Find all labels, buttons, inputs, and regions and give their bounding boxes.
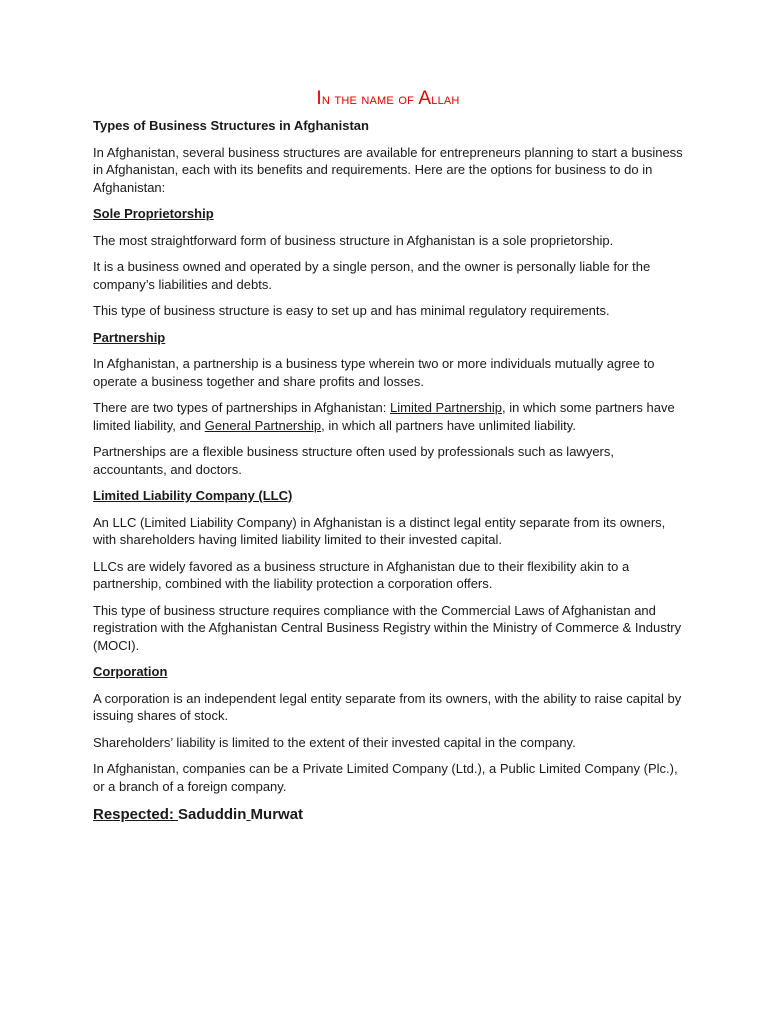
heading-partnership: Partnership [93, 329, 166, 345]
signature-name-last: Murwat [250, 806, 304, 823]
partnership-paragraph-3: Partnerships are a flexible business structure often used by professionals such as lawyers, accountants, and doctors. [93, 444, 614, 477]
corporation-paragraph-2: Shareholders’ liability is limited to the extent of their invested capital in the company. [93, 734, 576, 750]
signature-label: Respected: [93, 806, 179, 823]
partnership-paragraph-1: In Afghanistan, a partnership is a business type wherein two or more individuals mutually agree to operate a business together and share profits and losses. [93, 356, 655, 389]
limited-partnership-link[interactable]: Limited Partnership [390, 400, 503, 415]
sole-paragraph-1: The most straightforward form of business structure in Afghanistan is a sole proprietorship. [93, 232, 614, 248]
page-title [93, 88, 683, 111]
partnership-text-b: , in which some partners have limited liability, and [93, 400, 675, 433]
heading-llc: Limited Liability Company (LLC) [93, 488, 293, 503]
document-subtitle: Types of Business Structures in Afghanistan [93, 118, 369, 133]
signature-name-first: Saduddin [178, 806, 247, 823]
partnership-paragraph-2 [93, 399, 683, 434]
heading-corporation: Corporation [93, 664, 168, 679]
sole-paragraph-3: This type of business structure is easy to set up and has minimal regulatory requirements. [93, 303, 610, 318]
llc-paragraph-3: This type of business structure requires compliance with the Commercial Laws of Afghanistan and registration with the Afghanistan Central Business Registry within the Ministry of Commerce & Industry (MOCI). [93, 602, 682, 653]
document-page [93, 88, 683, 824]
title-part-1: n the name of [321, 91, 419, 108]
general-partnership-link[interactable]: General Partnership [204, 417, 322, 433]
llc-paragraph-1: An LLC (Limited Liability Company) in Afghanistan is a distinct legal entity separate from its owners, with shareholders having limited liability limited to their invested capital. [93, 514, 666, 547]
corporation-paragraph-3: In Afghanistan, companies can be a Private Limited Company (Ltd.), a Public Limited Company (Plc.), or a branch of a foreign company. [93, 761, 678, 794]
sole-paragraph-2: It is a business owned and operated by a single person, and the owner is personally liable for the company’s liabilities and debts. [93, 259, 651, 292]
corporation-paragraph-1: A corporation is an independent legal entity separate from its owners, with the ability to raise capital by issuing shares of stock. [93, 690, 682, 723]
llc-paragraph-2: LLCs are widely favored as a business structure in Afghanistan due to their flexibility akin to a partnership, combined with the liability protection a corporation offers. [93, 558, 630, 591]
partnership-text-a: There are two types of partnerships in Afghanistan: [93, 400, 391, 415]
partnership-text-c: , in which all partners have unlimited liability. [321, 417, 576, 433]
title-cap-2: A [418, 88, 432, 109]
heading-sole-proprietorship: Sole Proprietorship [93, 206, 214, 221]
title-cap-1: I [316, 88, 322, 109]
title-part-2: llah [431, 91, 460, 108]
intro-paragraph: In Afghanistan, several business structures are available for entrepreneurs planning to start a business in Afghanistan, each with its benefits and requirements. Here are the options for business to do in Afghanistan: [93, 144, 683, 195]
signature-line [93, 806, 683, 824]
